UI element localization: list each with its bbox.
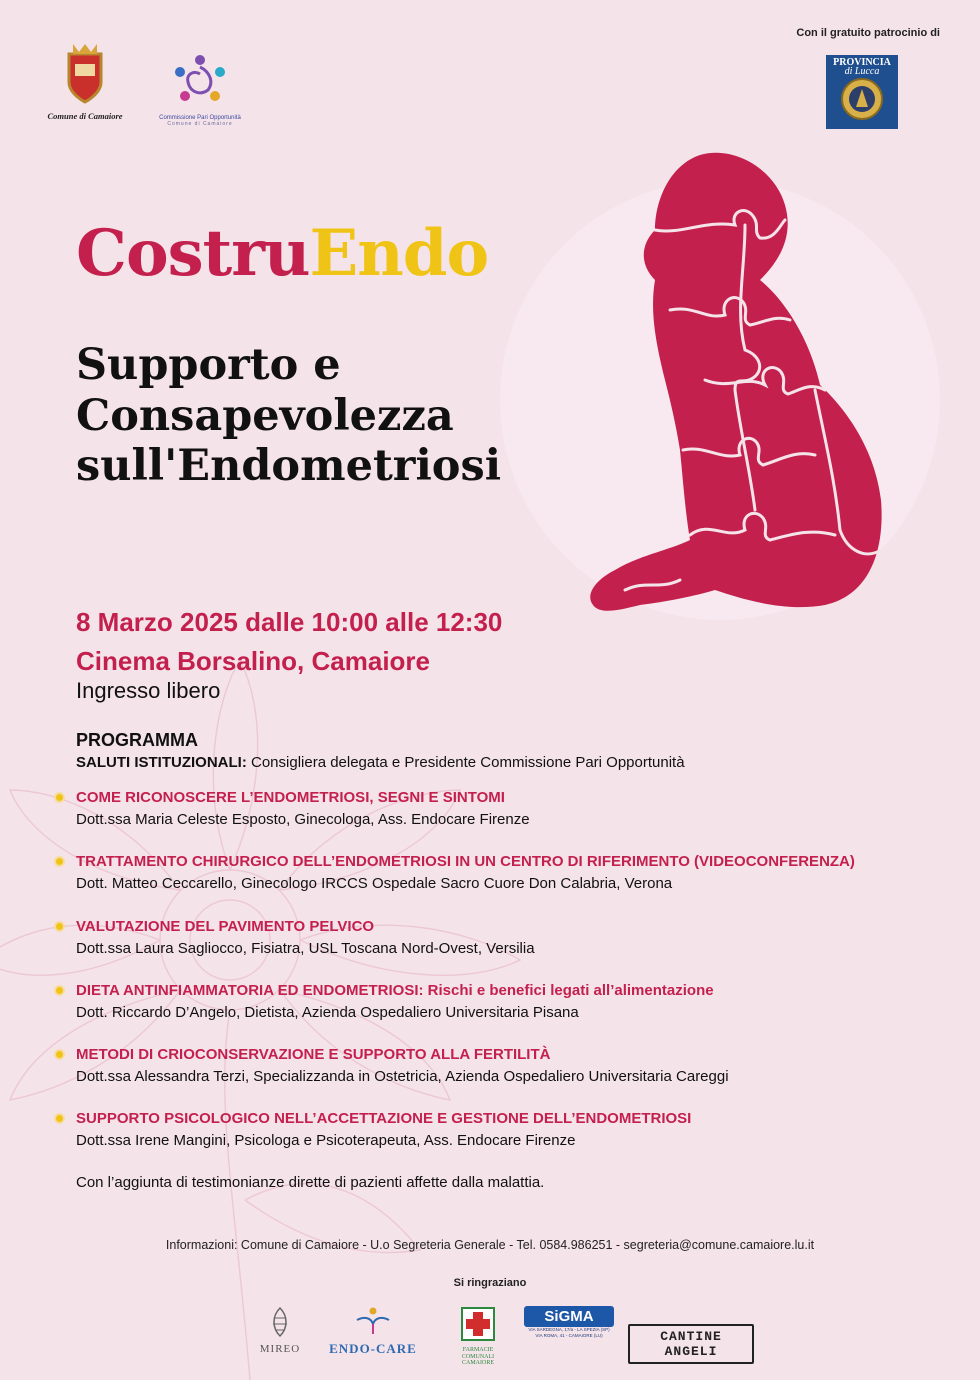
endocare-figure-icon	[353, 1306, 393, 1336]
comune-camaiore-label: Comune di Camaiore	[47, 111, 123, 121]
contact-info: Informazioni: Comune di Camaiore - U.o Segreteria Generale - Tel. 0584.986251 - segreteria@comune.camaiore.lu.it	[165, 1238, 815, 1252]
closing-note: Con l’aggiunta di testimonianze dirette di pazienti affette dalla malattia.	[76, 1174, 545, 1191]
bullet-icon	[54, 921, 65, 932]
program-item-title: DIETA ANTINFIAMMATORIA ED ENDOMETRIOSI: Rischi e benefici legati all’alimentazione	[76, 982, 714, 999]
provincia-lucca-logo	[826, 55, 898, 129]
subtitle-line-2: Consapevolezza	[76, 390, 454, 441]
sponsor-mireo	[258, 1306, 302, 1355]
bullet-icon	[54, 792, 65, 803]
saluti-text: Consigliera delegata e Presidente Commissione Pari Opportunità	[246, 754, 685, 771]
provincia-line2: di Lucca	[844, 66, 880, 77]
bullet-icon	[54, 1049, 65, 1060]
program-item-title: VALUTAZIONE DEL PAVIMENTO PELVICO	[76, 918, 375, 935]
cantine-angeli-logo: CANTINE ANGELI	[628, 1324, 754, 1364]
program-item-title: METODI DI CRIOCONSERVAZIONE E SUPPORTO ALLA FERTILITÀ	[76, 1046, 551, 1063]
program-item-speaker: Dott.ssa Maria Celeste Esposto, Ginecologa, Ass. Endocare Firenze	[76, 811, 530, 828]
bullet-icon	[54, 985, 65, 996]
event-date: 8 Marzo 2025 dalle 10:00 alle 12:30	[76, 607, 503, 637]
patrocinio-text: Con il gratuito patrocinio di	[796, 27, 940, 39]
thanks-heading: Si ringraziano	[453, 1277, 527, 1289]
pharmacy-cross-icon	[460, 1306, 496, 1342]
programma-heading: PROGRAMMA	[76, 730, 198, 750]
program-item-speaker: Dott. Matteo Ceccarello, Ginecologo IRCCS Ospedale Sacro Cuore Don Calabria, Verona	[76, 875, 673, 892]
sigma-address-2: VIA ROMA, 41 - CAMAIORE (LU)	[535, 1332, 603, 1338]
commissione-pari-opportunita-logo	[148, 52, 252, 127]
sponsor-cantine-angeli	[628, 1324, 754, 1364]
title-part-costru: Costru	[76, 216, 310, 291]
event-title	[76, 216, 489, 291]
cpo-swirl-icon	[170, 52, 230, 110]
mireo-shell-icon	[268, 1306, 292, 1338]
event-subtitle	[76, 340, 636, 492]
event-place: Cinema Borsalino, Camaiore	[76, 646, 430, 676]
program-item-title: COME RICONOSCERE L’ENDOMETRIOSI, SEGNI E SINTOMI	[76, 789, 505, 806]
saluti-label: SALUTI ISTITUZIONALI:	[76, 754, 247, 771]
program-item-speaker: Dott. Riccardo D’Angelo, Dietista, Azienda Ospedaliero Universitaria Pisana	[76, 1004, 579, 1021]
comune-camaiore-logo	[40, 42, 130, 121]
subtitle-line-1: Supporto e	[76, 340, 341, 390]
cpo-sublabel: Comune di Camaiore	[167, 121, 233, 127]
program-item-speaker: Dott.ssa Alessandra Terzi, Specializzanda in Ostetricia, Azienda Ospedaliero Universitaria Careggi	[76, 1068, 729, 1085]
program-item-title: TRATTAMENTO CHIRURGICO DELL’ENDOMETRIOSI IN UN CENTRO DI RIFERIMENTO (VIDEOCONFERENZA)	[76, 853, 855, 870]
bullet-icon	[54, 1113, 65, 1124]
program-item-speaker: Dott.ssa Irene Mangini, Psicologa e Psicoterapeuta, Ass. Endocare Firenze	[76, 1132, 576, 1149]
cpo-label: Commissione Pari Opportunità	[159, 115, 241, 121]
provincia-line1: PROVINCIA	[833, 57, 891, 68]
mireo-label: MIREO	[259, 1343, 301, 1355]
bullet-icon	[54, 856, 65, 867]
program-item-speaker: Dott.ssa Laura Sagliocco, Fisiatra, USL Toscana Nord-Ovest, Versilia	[76, 940, 535, 957]
sponsor-farmacie	[446, 1306, 510, 1367]
sigma-address-1: VIA SARDEGNA, 17/a - LA SPEZIA (SP)	[528, 1327, 610, 1332]
saluti-istituzionali	[76, 754, 685, 771]
endocare-label: ENDO-CARE	[329, 1341, 417, 1356]
sponsor-sigma	[524, 1306, 614, 1339]
camaiore-crest-icon	[61, 42, 109, 104]
program-item-title: SUPPORTO PSICOLOGICO NELL’ACCETTAZIONE E GESTIONE DELL’ENDOMETRIOSI	[76, 1110, 692, 1127]
sponsor-endocare	[318, 1306, 428, 1357]
provincia-seal-icon	[840, 77, 884, 121]
title-part-endo: Endo	[309, 216, 489, 291]
subtitle-line-3: sull'Endometriosi	[76, 441, 502, 492]
event-entry: Ingresso libero	[76, 678, 221, 703]
sigma-logo: SiGMA	[524, 1306, 614, 1327]
farmacie-label: FARMACIE COMUNALI CAMAIORE	[461, 1347, 495, 1367]
